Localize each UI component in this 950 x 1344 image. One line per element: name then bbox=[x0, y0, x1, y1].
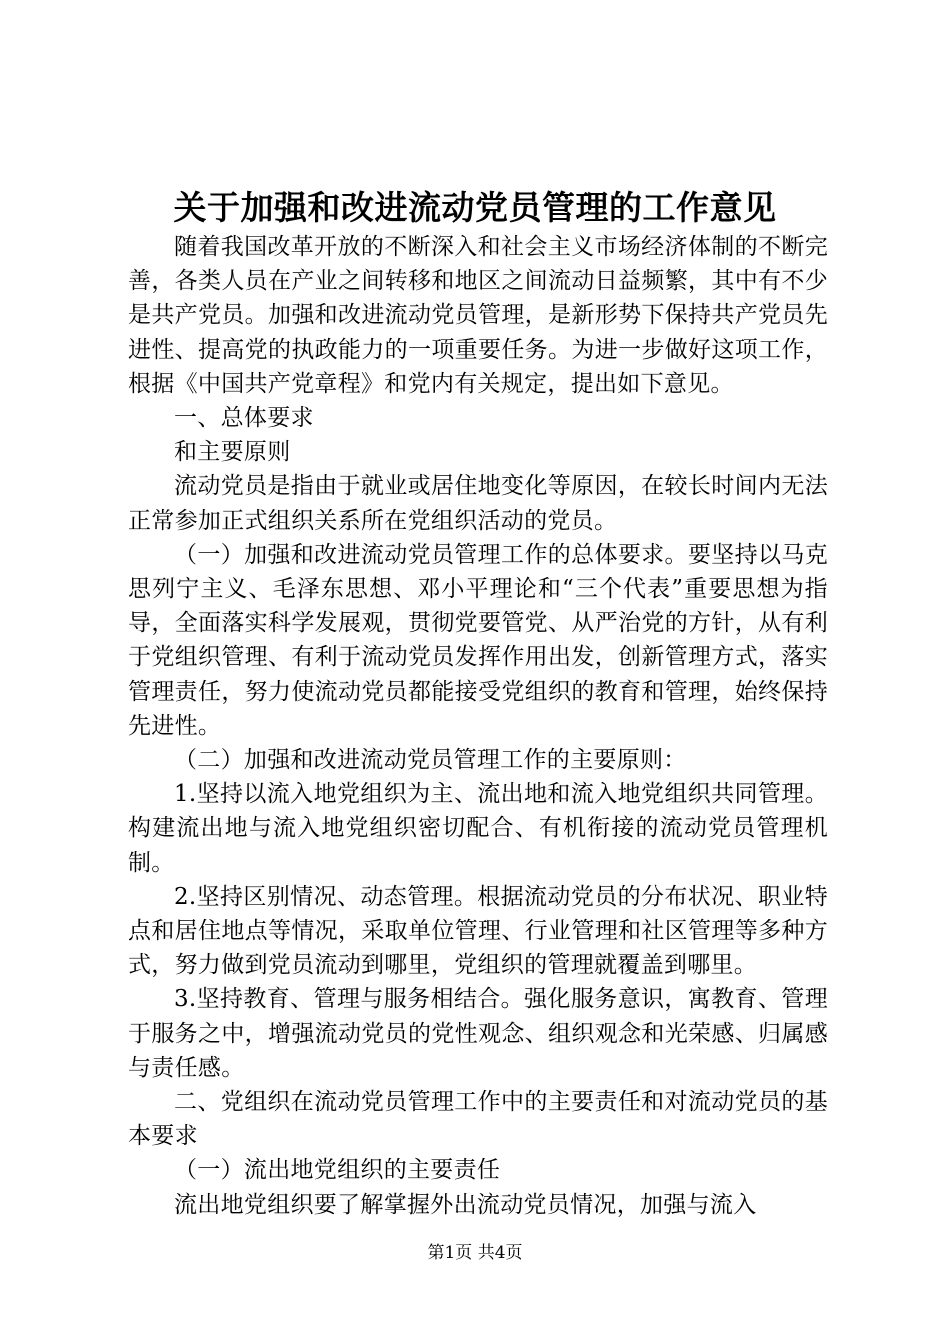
paragraph-general-requirement: （一）加强和改进流动党员管理工作的总体要求。要坚持以马克思列宁主义、毛泽东思想、邓小平理论和“三个代表”重要思想为指导，全面落实科学发展观，贯彻党要管党、从严治党的方针，从有利于党组织管理、有利于流动党员发挥作用出发，创新管理方式，落实管理责任，努力使流动党员都能接受党组织的教育和管理，始终保持先进性。 bbox=[128, 541, 828, 739]
paragraph-intro: 随着我国改革开放的不断深入和社会主义市场经济体制的不断完善，各类人员在产业之间转移和地区之间流动日益频繁，其中有不少是共产党员。加强和改进流动党员管理，是新形势下保持共产党员先进性、提高党的执政能力的一项重要任务。为进一步做好这项工作，根据《中国共产党章程》和党内有关规定，提出如下意见。 bbox=[128, 234, 828, 397]
document-title: 关于加强和改进流动党员管理的工作意见 bbox=[173, 188, 777, 227]
page-footer: 第1页 共4页 bbox=[427, 1243, 523, 1263]
paragraph-principle-1: 1.坚持以流入地党组织为主、流出地和流入地党组织共同管理。构建流出地与流入地党组织密切配合、有机衔接的流动党员管理机制。 bbox=[128, 781, 828, 876]
paragraph-principles-heading: （二）加强和改进流动党员管理工作的主要原则： bbox=[174, 747, 687, 774]
document-body bbox=[128, 230, 828, 1222]
subsection-heading: （一）流出地党组织的主要责任 bbox=[174, 1157, 501, 1184]
paragraph-definition: 流动党员是指由于就业或居住地变化等原因，在较长时间内无法正常参加正式组织关系所在党组织活动的党员。 bbox=[128, 473, 828, 534]
section-heading-1: 一、总体要求 bbox=[174, 405, 314, 432]
paragraph-principle-3: 3.坚持教育、管理与服务相结合。强化服务意识，寓教育、管理于服务之中，增强流动党员的党性观念、组织观念和光荣感、归属感与责任感。 bbox=[128, 986, 828, 1081]
section-heading-2: 二、党组织在流动党员管理工作中的主要责任和对流动党员的基本要求 bbox=[128, 1089, 828, 1150]
paragraph-outflow: 流出地党组织要了解掌握外出流动党员情况，加强与流入 bbox=[174, 1191, 757, 1218]
section-heading-1-cont: 和主要原则 bbox=[174, 439, 291, 466]
paragraph-principle-2: 2.坚持区别情况、动态管理。根据流动党员的分布状况、职业特点和居住地点等情况，采取单位管理、行业管理和社区管理等多种方式，努力做到党员流动到哪里，党组织的管理就覆盖到哪里。 bbox=[128, 883, 828, 979]
